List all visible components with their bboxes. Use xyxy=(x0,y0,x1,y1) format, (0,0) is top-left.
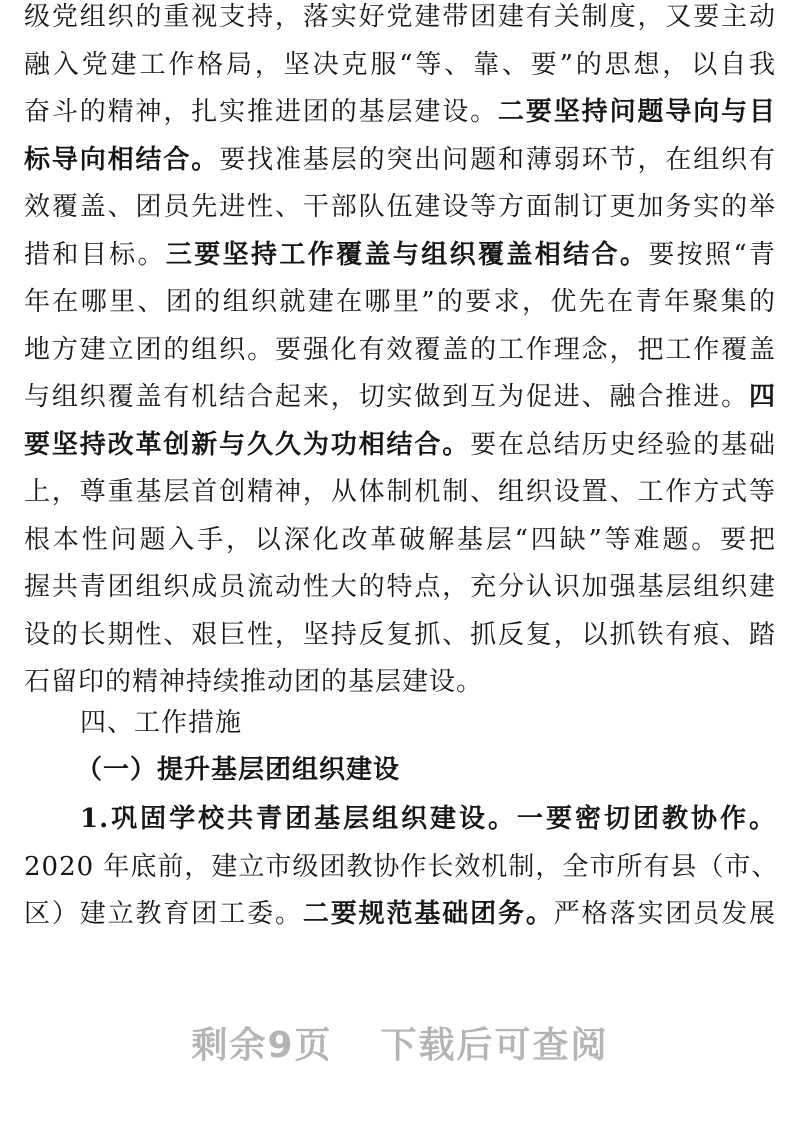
text-line xyxy=(80,796,776,842)
text-line xyxy=(24,469,776,515)
remaining-pages-label: 剩余9页 xyxy=(191,1025,333,1066)
text-run: 根本性问题入手，以深化改革破解基层“四缺”等难题。要把 xyxy=(24,524,776,555)
text-line xyxy=(24,89,776,135)
bold-text-run: 标导向相结合。 xyxy=(24,144,220,175)
text-line xyxy=(24,184,776,230)
text-run: 2020 年底前，建立市级团教协作长效机制，全市所有县（市、 xyxy=(24,851,779,882)
text-line xyxy=(24,232,776,278)
text-line xyxy=(24,612,776,658)
text-line xyxy=(24,0,776,40)
text-line xyxy=(24,327,776,373)
text-run: 奋斗的精神，扎实推进团的基层建设。 xyxy=(24,97,499,127)
text-run: 握共青团组织成员流动性大的特点，充分认识加强基层组织建 xyxy=(24,572,776,602)
text-line xyxy=(24,42,776,88)
text-line xyxy=(24,891,776,937)
text-run: 年在哪里、团的组织就建在哪里”的要求，优先在青年聚集的 xyxy=(24,287,776,317)
text-run: 要找准基层的突出问题和薄弱环节，在组织有 xyxy=(219,144,776,175)
text-run: 上，尊重基层首创精神，从体制机制、组织设置、工作方式等 xyxy=(24,477,776,507)
text-line xyxy=(24,564,776,610)
text-line xyxy=(24,422,776,468)
text-line xyxy=(24,517,776,563)
remaining-pages-banner[interactable] xyxy=(0,1018,800,1074)
text-line xyxy=(24,137,776,183)
text-run: 设的长期性、艰巨性，坚持反复抓、抓反复，以抓铁有痕、踏 xyxy=(24,619,776,650)
bold-text-run: 二要规范基础团务。 xyxy=(302,899,554,929)
text-run: 级党组织的重视支持，落实好党建带团建有关制度，又要主动 xyxy=(24,2,776,32)
section-heading: 四、工作措施 xyxy=(80,708,243,738)
text-line xyxy=(24,279,776,325)
bold-text-run: 二要坚持问题导向与目 xyxy=(498,97,776,127)
bold-text-run: 四 xyxy=(748,382,776,412)
text-run: 地方建立团的组织。要强化有效覆盖的工作理念，把工作覆盖 xyxy=(24,334,776,365)
text-run: 石留印的精神持续推动团的基层建设。 xyxy=(24,667,484,697)
bold-text-run: 要坚持改革创新与久久为功相结合。 xyxy=(24,429,471,460)
text-run: 区）建立教育团工委。 xyxy=(24,899,303,929)
text-run: 效覆盖、团员先进性、干部队伍建设等方面制订更加务实的举 xyxy=(24,192,776,222)
bold-text-run: 三要坚持工作覆盖与组织覆盖相结合。 xyxy=(165,239,649,270)
text-line xyxy=(24,374,776,420)
download-hint-label: 下载后可查阅 xyxy=(380,1025,609,1066)
bold-text-run: 1.巩固学校共青团基层组织建设。一要密切团教协作。 xyxy=(80,804,776,834)
text-run: 与组织覆盖有机结合起来，切实做到互为促进、融合推进。 xyxy=(24,382,749,412)
text-line xyxy=(24,659,776,705)
text-run: 措和目标。 xyxy=(24,239,166,270)
text-line xyxy=(24,844,779,890)
subsection-heading: （一）提升基层团组织建设 xyxy=(76,755,401,785)
text-run: 融入党建工作格局，坚决克服“等、靠、要”的思想，以自我 xyxy=(24,49,776,80)
text-run: 要在总结历史经验的基础 xyxy=(470,429,776,460)
text-run: 要按照“青 xyxy=(648,239,776,270)
text-run: 严格落实团员发展 xyxy=(553,899,776,929)
